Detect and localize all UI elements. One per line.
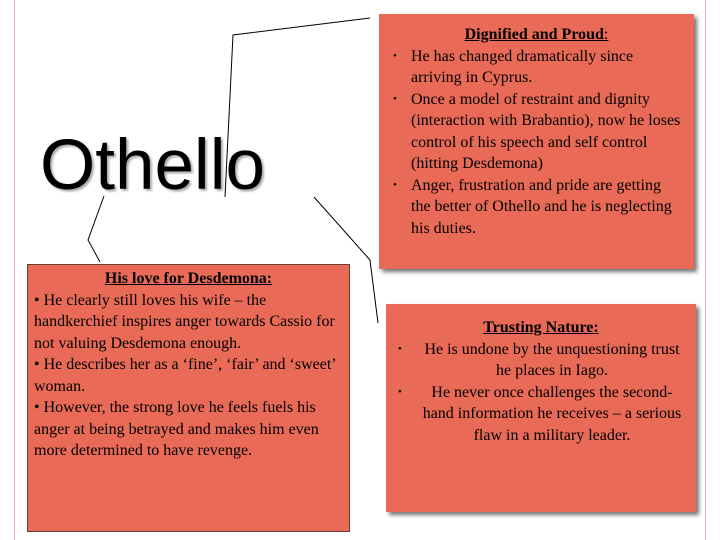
proud-heading [389,24,684,46]
list-item [389,175,684,240]
dignified-and-proud-box [379,14,694,269]
bullet-icon: • [393,178,397,191]
proud-item-2: Once a model of restraint and dignity (interaction with Brabantio), now he loses control of his speech and self control (hitting Desdemona) [411,90,681,172]
proud-heading-text: Dignified and Proud [464,26,604,43]
trust-list [394,339,688,447]
proud-heading-suffix: : [603,26,609,43]
list-item [394,382,688,447]
trust-item-2: He never once challenges the second-hand information he receives – a serious flaw in a military leader. [422,383,682,444]
proud-item-3: Anger, frustration and pride are getting the better of Othello and he is neglecting his duties. [411,176,672,237]
trust-item-1: He is undone by the unquestioning trust he places in Iago. [424,340,680,379]
love-item-1: • He clearly still loves his wife – the handkerchief inspires anger towards Cassio for not valuing Desdemona enough. [34,291,335,352]
bullet-icon: • [393,49,397,62]
list-item [389,89,684,175]
proud-item-1: He has changed dramatically since arriving in Cyprus. [411,47,634,86]
love-for-desdemona-box [27,264,350,532]
trusting-nature-box [386,304,696,512]
bullet-icon: • [398,342,402,355]
love-heading: His love for Desdemona: [104,270,273,287]
list-item [394,339,688,382]
love-item-3: • However, the strong love he feels fuels his anger at being betrayed and makes him even more determined to have revenge. [34,399,319,459]
trust-heading: Trusting Nature: [483,319,599,336]
main-title: Othello [40,126,265,205]
love-item-2: • He describes her as a ‘fine’, ‘fair’ and ‘sweet’ woman. [34,356,336,395]
proud-list [389,46,684,240]
bullet-icon: • [398,385,402,398]
bullet-icon: • [393,92,397,105]
list-item [389,46,684,89]
